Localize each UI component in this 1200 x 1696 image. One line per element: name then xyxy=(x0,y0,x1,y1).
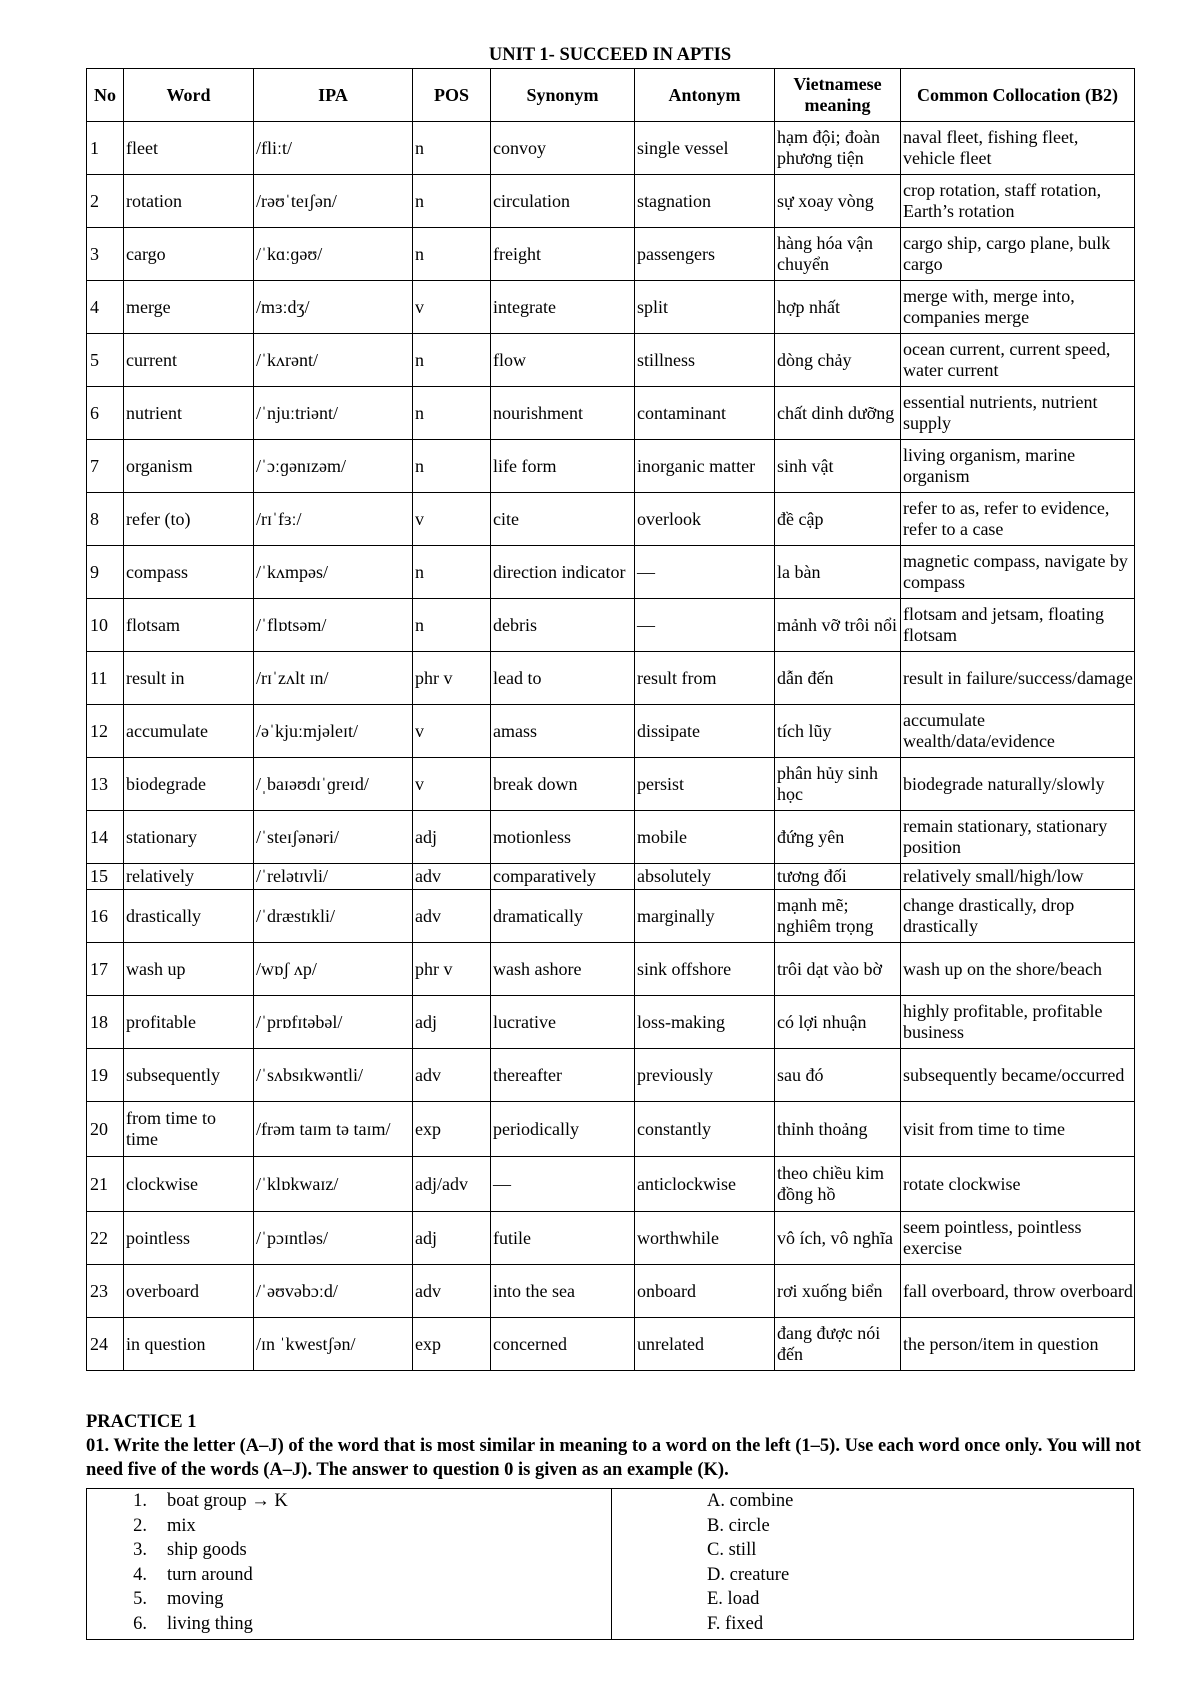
cell-ipa: /frəm taɪm tə taɪm/ xyxy=(254,1102,413,1157)
cell-antonym: onboard xyxy=(635,1265,775,1318)
column-header: Word xyxy=(124,69,254,122)
exercise-item-text: ship goods xyxy=(167,1540,247,1560)
cell-pos: adj xyxy=(413,811,491,864)
cell-word: organism xyxy=(124,440,254,493)
cell-ipa: /fliːt/ xyxy=(254,122,413,175)
cell-ipa: /ˈɔːɡənɪzəm/ xyxy=(254,440,413,493)
cell-ipa: /rəʊˈteɪʃən/ xyxy=(254,175,413,228)
cell-antonym: contaminant xyxy=(635,387,775,440)
cell-collocation: naval fleet, fishing fleet, vehicle fleet xyxy=(901,122,1135,175)
cell-collocation: cargo ship, cargo plane, bulk cargo xyxy=(901,228,1135,281)
cell-pos: n xyxy=(413,122,491,175)
cell-collocation: merge with, merge into, companies merge xyxy=(901,281,1135,334)
exercise-option: D. creature xyxy=(707,1564,790,1585)
table-row xyxy=(87,1212,1135,1265)
cell-vietnamese: hạm đội; đoàn phương tiện xyxy=(775,122,901,175)
cell-word: merge xyxy=(124,281,254,334)
cell-vietnamese: đề cập xyxy=(775,493,901,546)
cell-collocation: essential nutrients, nutrient supply xyxy=(901,387,1135,440)
cell-antonym: passengers xyxy=(635,228,775,281)
cell-synonym: direction indicator xyxy=(491,546,635,599)
cell-antonym: stagnation xyxy=(635,175,775,228)
cell-collocation: relatively small/high/low xyxy=(901,864,1135,890)
cell-no: 2 xyxy=(87,175,124,228)
table-row xyxy=(87,1265,1135,1318)
cell-pos: adv xyxy=(413,890,491,943)
cell-vietnamese: dòng chảy xyxy=(775,334,901,387)
cell-collocation: magnetic compass, navigate by compass xyxy=(901,546,1135,599)
cell-vietnamese: hợp nhất xyxy=(775,281,901,334)
table-row xyxy=(87,1049,1135,1102)
table-row xyxy=(87,758,1135,811)
exercise-right-column xyxy=(613,1489,1133,1639)
cell-pos: v xyxy=(413,705,491,758)
table-row xyxy=(87,996,1135,1049)
cell-no: 9 xyxy=(87,546,124,599)
cell-collocation: accumulate wealth/data/evidence xyxy=(901,705,1135,758)
cell-collocation: wash up on the shore/beach xyxy=(901,943,1135,996)
cell-word: rotation xyxy=(124,175,254,228)
exercise-item-number: 4. xyxy=(133,1564,147,1585)
cell-antonym: unrelated xyxy=(635,1318,775,1371)
cell-pos: exp xyxy=(413,1318,491,1371)
cell-no: 13 xyxy=(87,758,124,811)
cell-synonym: comparatively xyxy=(491,864,635,890)
cell-word: current xyxy=(124,334,254,387)
exercise-item-text: boat group → K xyxy=(167,1491,288,1511)
exercise-item-text: moving xyxy=(167,1589,224,1609)
table-row xyxy=(87,811,1135,864)
cell-synonym: lead to xyxy=(491,652,635,705)
cell-word: pointless xyxy=(124,1212,254,1265)
cell-collocation: ocean current, current speed, water current xyxy=(901,334,1135,387)
cell-antonym: stillness xyxy=(635,334,775,387)
cell-vietnamese: mảnh vỡ trôi nổi xyxy=(775,599,901,652)
cell-no: 7 xyxy=(87,440,124,493)
cell-collocation: biodegrade naturally/slowly xyxy=(901,758,1135,811)
cell-no: 22 xyxy=(87,1212,124,1265)
cell-pos: exp xyxy=(413,1102,491,1157)
cell-collocation: flotsam and jetsam, floating flotsam xyxy=(901,599,1135,652)
cell-word: result in xyxy=(124,652,254,705)
cell-ipa: /ˈflɒtsəm/ xyxy=(254,599,413,652)
cell-pos: adv xyxy=(413,864,491,890)
table-row xyxy=(87,175,1135,228)
cell-no: 20 xyxy=(87,1102,124,1157)
cell-no: 21 xyxy=(87,1157,124,1212)
cell-antonym: loss-making xyxy=(635,996,775,1049)
cell-antonym: sink offshore xyxy=(635,943,775,996)
column-header: No xyxy=(87,69,124,122)
table-row xyxy=(87,705,1135,758)
column-header: Common Collocation (B2) xyxy=(901,69,1135,122)
cell-pos: n xyxy=(413,546,491,599)
cell-vietnamese: tương đối xyxy=(775,864,901,890)
exercise-box xyxy=(86,1488,1134,1640)
cell-pos: phr v xyxy=(413,943,491,996)
exercise-item-number: 2. xyxy=(133,1515,147,1536)
cell-no: 11 xyxy=(87,652,124,705)
cell-synonym: convoy xyxy=(491,122,635,175)
column-header: Vietnamese meaning xyxy=(775,69,901,122)
cell-no: 16 xyxy=(87,890,124,943)
exercise-item-number: 6. xyxy=(133,1613,147,1634)
cell-antonym: single vessel xyxy=(635,122,775,175)
cell-collocation: visit from time to time xyxy=(901,1102,1135,1157)
cell-ipa: /ˈsʌbsɪkwəntli/ xyxy=(254,1049,413,1102)
cell-vietnamese: theo chiều kim đồng hồ xyxy=(775,1157,901,1212)
cell-collocation: highly profitable, profitable business xyxy=(901,996,1135,1049)
cell-word: cargo xyxy=(124,228,254,281)
table-row xyxy=(87,599,1135,652)
cell-ipa: /ˈklɒkwaɪz/ xyxy=(254,1157,413,1212)
cell-synonym: lucrative xyxy=(491,996,635,1049)
cell-word: from time to time xyxy=(124,1102,254,1157)
cell-word: in question xyxy=(124,1318,254,1371)
cell-ipa: /ˌbaɪəʊdɪˈɡreɪd/ xyxy=(254,758,413,811)
cell-synonym: break down xyxy=(491,758,635,811)
cell-no: 14 xyxy=(87,811,124,864)
cell-synonym: debris xyxy=(491,599,635,652)
exercise-option: F. fixed xyxy=(707,1613,764,1634)
table-row xyxy=(87,1102,1135,1157)
table-header-row xyxy=(87,69,1135,122)
cell-antonym: inorganic matter xyxy=(635,440,775,493)
cell-antonym: overlook xyxy=(635,493,775,546)
cell-word: clockwise xyxy=(124,1157,254,1212)
cell-ipa: /ˈsteɪʃənəri/ xyxy=(254,811,413,864)
table-row xyxy=(87,652,1135,705)
table-row xyxy=(87,334,1135,387)
table-body xyxy=(87,122,1135,1371)
cell-ipa: /ˈpɔɪntləs/ xyxy=(254,1212,413,1265)
cell-synonym: nourishment xyxy=(491,387,635,440)
cell-pos: phr v xyxy=(413,652,491,705)
cell-synonym: periodically xyxy=(491,1102,635,1157)
table-row xyxy=(87,943,1135,996)
cell-no: 3 xyxy=(87,228,124,281)
cell-word: nutrient xyxy=(124,387,254,440)
exercise-item-text: living thing xyxy=(167,1613,253,1634)
cell-pos: v xyxy=(413,758,491,811)
exercise-option: A. combine xyxy=(707,1491,794,1511)
exercise-item-text: mix xyxy=(167,1515,196,1536)
exercise-left-column xyxy=(87,1489,612,1639)
cell-ipa: /ˈkʌrənt/ xyxy=(254,334,413,387)
cell-ipa: /ˈkʌmpəs/ xyxy=(254,546,413,599)
cell-synonym: life form xyxy=(491,440,635,493)
cell-pos: n xyxy=(413,228,491,281)
cell-vietnamese: la bàn xyxy=(775,546,901,599)
column-header: POS xyxy=(413,69,491,122)
cell-ipa: /ˈnjuːtriənt/ xyxy=(254,387,413,440)
cell-pos: adj xyxy=(413,1212,491,1265)
cell-pos: adv xyxy=(413,1049,491,1102)
cell-pos: n xyxy=(413,599,491,652)
cell-ipa: /ˈəʊvəbɔːd/ xyxy=(254,1265,413,1318)
cell-no: 5 xyxy=(87,334,124,387)
cell-no: 6 xyxy=(87,387,124,440)
table-row xyxy=(87,493,1135,546)
exercise-option: C. still xyxy=(707,1540,757,1560)
column-header: IPA xyxy=(254,69,413,122)
exercise-item-number: 3. xyxy=(133,1540,147,1560)
cell-no: 18 xyxy=(87,996,124,1049)
exercise-left-item xyxy=(87,1538,611,1563)
table-row xyxy=(87,864,1135,890)
cell-vietnamese: chất dinh dưỡng xyxy=(775,387,901,440)
cell-word: overboard xyxy=(124,1265,254,1318)
cell-pos: v xyxy=(413,281,491,334)
cell-no: 19 xyxy=(87,1049,124,1102)
table-row xyxy=(87,228,1135,281)
cell-pos: n xyxy=(413,334,491,387)
table-row xyxy=(87,1157,1135,1212)
cell-vietnamese: sinh vật xyxy=(775,440,901,493)
cell-collocation: change drastically, drop drastically xyxy=(901,890,1135,943)
cell-collocation: fall overboard, throw overboard xyxy=(901,1265,1135,1318)
cell-ipa: /wɒʃ ʌp/ xyxy=(254,943,413,996)
cell-antonym: split xyxy=(635,281,775,334)
cell-ipa: /ɪn ˈkwestʃən/ xyxy=(254,1318,413,1371)
table-row xyxy=(87,890,1135,943)
cell-ipa: /ˈdræstɪkli/ xyxy=(254,890,413,943)
cell-synonym: wash ashore xyxy=(491,943,635,996)
cell-synonym: futile xyxy=(491,1212,635,1265)
cell-vietnamese: trôi dạt vào bờ xyxy=(775,943,901,996)
exercise-item-number: 1. xyxy=(133,1491,147,1511)
cell-synonym: cite xyxy=(491,493,635,546)
exercise-option: B. circle xyxy=(707,1515,770,1536)
cell-antonym: — xyxy=(635,546,775,599)
cell-synonym: into the sea xyxy=(491,1265,635,1318)
cell-word: stationary xyxy=(124,811,254,864)
exercise-left-item xyxy=(87,1489,611,1514)
cell-antonym: dissipate xyxy=(635,705,775,758)
table-row xyxy=(87,281,1135,334)
cell-ipa: /ˈkɑːɡəʊ/ xyxy=(254,228,413,281)
cell-ipa: /əˈkjuːmjəleɪt/ xyxy=(254,705,413,758)
cell-collocation: remain stationary, stationary position xyxy=(901,811,1135,864)
cell-antonym: result from xyxy=(635,652,775,705)
exercise-left-item xyxy=(87,1612,611,1637)
cell-antonym: worthwhile xyxy=(635,1212,775,1265)
cell-word: biodegrade xyxy=(124,758,254,811)
table-row xyxy=(87,546,1135,599)
cell-vietnamese: mạnh mẽ; nghiêm trọng xyxy=(775,890,901,943)
cell-pos: v xyxy=(413,493,491,546)
cell-collocation: living organism, marine organism xyxy=(901,440,1135,493)
cell-antonym: anticlockwise xyxy=(635,1157,775,1212)
cell-synonym: flow xyxy=(491,334,635,387)
cell-antonym: — xyxy=(635,599,775,652)
cell-word: drastically xyxy=(124,890,254,943)
cell-ipa: /rɪˈzʌlt ɪn/ xyxy=(254,652,413,705)
cell-word: profitable xyxy=(124,996,254,1049)
cell-pos: n xyxy=(413,387,491,440)
cell-vietnamese: dẫn đến xyxy=(775,652,901,705)
cell-word: subsequently xyxy=(124,1049,254,1102)
cell-ipa: /mɜːdʒ/ xyxy=(254,281,413,334)
cell-no: 24 xyxy=(87,1318,124,1371)
cell-ipa: /rɪˈfɜː/ xyxy=(254,493,413,546)
cell-synonym: integrate xyxy=(491,281,635,334)
cell-ipa: /ˈrelətɪvli/ xyxy=(254,864,413,890)
cell-antonym: previously xyxy=(635,1049,775,1102)
exercise-item-number: 5. xyxy=(133,1589,147,1609)
cell-vietnamese: sau đó xyxy=(775,1049,901,1102)
cell-word: relatively xyxy=(124,864,254,890)
column-header: Synonym xyxy=(491,69,635,122)
cell-no: 4 xyxy=(87,281,124,334)
cell-word: compass xyxy=(124,546,254,599)
cell-synonym: thereafter xyxy=(491,1049,635,1102)
vocabulary-table xyxy=(86,68,1135,1371)
cell-vietnamese: sự xoay vòng xyxy=(775,175,901,228)
cell-antonym: constantly xyxy=(635,1102,775,1157)
cell-vietnamese: có lợi nhuận xyxy=(775,996,901,1049)
cell-no: 1 xyxy=(87,122,124,175)
cell-no: 23 xyxy=(87,1265,124,1318)
table-row xyxy=(87,387,1135,440)
cell-word: refer (to) xyxy=(124,493,254,546)
cell-antonym: absolutely xyxy=(635,864,775,890)
exercise-left-item xyxy=(87,1563,611,1588)
cell-synonym: freight xyxy=(491,228,635,281)
cell-vietnamese: phân hủy sinh học xyxy=(775,758,901,811)
cell-synonym: circulation xyxy=(491,175,635,228)
cell-collocation: subsequently became/occurred xyxy=(901,1049,1135,1102)
cell-synonym: motionless xyxy=(491,811,635,864)
table-row xyxy=(87,122,1135,175)
practice-heading: PRACTICE 1 xyxy=(86,1412,197,1432)
cell-vietnamese: rơi xuống biển xyxy=(775,1265,901,1318)
exercise-left-item xyxy=(87,1587,611,1612)
cell-pos: adj xyxy=(413,996,491,1049)
cell-word: accumulate xyxy=(124,705,254,758)
cell-pos: n xyxy=(413,175,491,228)
practice-instruction: 01. Write the letter (A–J) of the word that is most similar in meaning to a word on the left (1–5). Use each word once only. You will not need five of the words (A–J). The answer to question 0 is given as an example (K). xyxy=(86,1436,1141,1480)
cell-collocation: rotate clockwise xyxy=(901,1157,1135,1212)
cell-word: wash up xyxy=(124,943,254,996)
cell-antonym: mobile xyxy=(635,811,775,864)
cell-no: 10 xyxy=(87,599,124,652)
cell-synonym: — xyxy=(491,1157,635,1212)
cell-pos: adj/adv xyxy=(413,1157,491,1212)
column-header: Antonym xyxy=(635,69,775,122)
cell-word: flotsam xyxy=(124,599,254,652)
cell-collocation: refer to as, refer to evidence, refer to a case xyxy=(901,493,1135,546)
cell-collocation: the person/item in question xyxy=(901,1318,1135,1371)
cell-collocation: crop rotation, staff rotation, Earth’s rotation xyxy=(901,175,1135,228)
cell-no: 8 xyxy=(87,493,124,546)
cell-synonym: dramatically xyxy=(491,890,635,943)
table-row xyxy=(87,440,1135,493)
document-title: UNIT 1- SUCCEED IN APTIS xyxy=(488,45,732,65)
cell-synonym: amass xyxy=(491,705,635,758)
cell-pos: adv xyxy=(413,1265,491,1318)
cell-ipa: /ˈprɒfɪtəbəl/ xyxy=(254,996,413,1049)
cell-vietnamese: thỉnh thoảng xyxy=(775,1102,901,1157)
cell-collocation: seem pointless, pointless exercise xyxy=(901,1212,1135,1265)
cell-no: 12 xyxy=(87,705,124,758)
cell-vietnamese: đứng yên xyxy=(775,811,901,864)
cell-vietnamese: vô ích, vô nghĩa xyxy=(775,1212,901,1265)
cell-antonym: marginally xyxy=(635,890,775,943)
cell-no: 15 xyxy=(87,864,124,890)
cell-antonym: persist xyxy=(635,758,775,811)
cell-synonym: concerned xyxy=(491,1318,635,1371)
cell-pos: n xyxy=(413,440,491,493)
exercise-item-text: turn around xyxy=(167,1564,253,1585)
cell-vietnamese: đang được nói đến xyxy=(775,1318,901,1371)
cell-no: 17 xyxy=(87,943,124,996)
cell-word: fleet xyxy=(124,122,254,175)
exercise-option: E. load xyxy=(707,1589,760,1609)
exercise-left-item xyxy=(87,1514,611,1539)
cell-vietnamese: tích lũy xyxy=(775,705,901,758)
cell-vietnamese: hàng hóa vận chuyển xyxy=(775,228,901,281)
cell-collocation: result in failure/success/damage xyxy=(901,652,1135,705)
table-row xyxy=(87,1318,1135,1371)
